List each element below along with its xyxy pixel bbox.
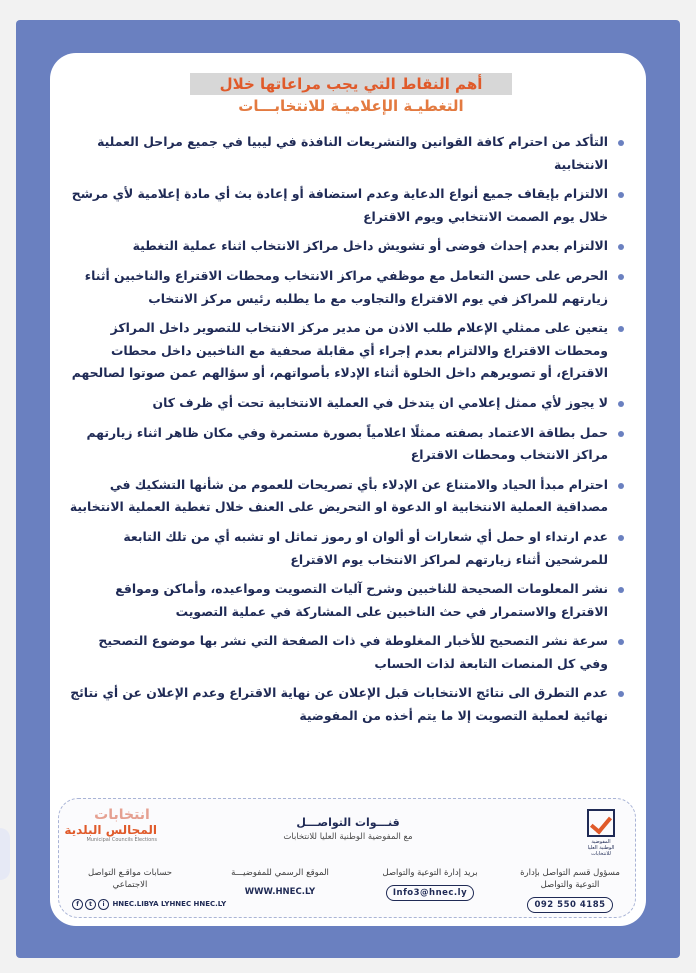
contact-social xyxy=(71,867,227,911)
contact-channels-footer xyxy=(58,798,636,918)
list-item xyxy=(68,235,628,258)
point-text: الالتزام بعدم إحداث فوضى أو تشويش داخل مراكز الانتخاب اثناء عملية التغطية xyxy=(132,238,608,254)
bullet-icon xyxy=(618,274,624,280)
bullet-icon xyxy=(618,535,624,541)
point-text: التأكد من احترام كافة القوانين والتشريعات النافذة في ليبيا في جميع مراحل العملية الانتخابية xyxy=(97,134,608,172)
footer-title: قنـــوات التواصـــل xyxy=(296,816,400,829)
elections-logo-line-3: Municipal Councils Elections xyxy=(86,837,157,843)
bullet-icon xyxy=(618,431,624,437)
title-line-2: التغطيـة الإعلاميـة للانتخابـــات xyxy=(238,97,464,115)
point-text: نشر المعلومات الصحيحة للناخبين وشرح آليات التصويت ومواعيده، وأماكن ومواقع الاقتراع والاستمرار في حث الناخبين على المشاركة في عملية التصويت xyxy=(115,581,608,619)
point-text: الالتزام بإيقاف جميع أنواع الدعاية وعدم استضافة أو إعادة بث أي مادة إعلامية لأي مرشح خلال يوم الصمت الانتخابي ويوم الاقتراع xyxy=(71,186,608,224)
title-line-1: أهم النقاط التي يجب مراعاتها خلال xyxy=(219,75,483,93)
twitter-icon: t xyxy=(85,899,96,910)
contact-email xyxy=(371,867,489,901)
contact-website xyxy=(221,867,339,899)
bullet-icon xyxy=(618,691,624,697)
bullet-icon xyxy=(618,326,624,332)
hnec-logo xyxy=(583,809,619,861)
bullet-icon xyxy=(618,140,624,146)
page-background xyxy=(16,20,680,958)
facebook-icon: f xyxy=(72,899,83,910)
bullet-icon xyxy=(618,639,624,645)
email-address[interactable]: Info3@hnec.ly xyxy=(386,885,474,901)
side-tab xyxy=(0,828,10,880)
point-text: حمل بطاقة الاعتماد بصفته ممثلًا اعلامياً بصورة مستمرة وفي مكان ظاهر اثناء زيارتهم مراكز الانتخاب ومحطات الاقتراع xyxy=(86,424,608,463)
instagram-icon: i xyxy=(98,899,109,910)
bullet-icon xyxy=(618,587,624,593)
point-text: سرعة نشر التصحيح للأخبار المغلوطة في ذات الصفحة التي نشر بها موضوع التصحيح وفي كل المنصات التابعة لذات الحساب xyxy=(98,633,608,671)
footer-subtitle: مع المفوضية الوطنية العليا للانتخابات xyxy=(283,832,413,842)
elections-logo-line-2: المجالس البلدية xyxy=(64,823,157,837)
phone-number[interactable]: 092 550 4185 xyxy=(527,897,612,913)
checkmark-icon xyxy=(587,809,615,837)
point-text: يتعين على ممثلي الإعلام طلب الاذن من مدير مركز الانتخاب للتصوير داخل المراكز ومحطات الاقتراع والالتزام بعدم إجراء أي مقابلة صحفية مع الناخبين داخل محطات الاقتراع، أو تصويرهم داخل الخلوة أثناء الإدلاء بأصواتهم، أو سؤالهم عمن صوتوا لصالحهم xyxy=(71,320,608,381)
hnec-logo-text: المفوضية الوطنية العليا للانتخابات xyxy=(587,839,615,857)
list-item xyxy=(68,183,628,228)
point-text: الحرص على حسن التعامل مع موظفي مراكز الانتخاب ومحطات الاقتراع والناخبين أثناء زيارتهم للمراكز في يوم الاقتراع والتجاوب مع ما يطلبه رئيس مركز الانتخاب xyxy=(84,267,608,306)
contact-social-label: حسابات مواقـع التواصل الاجتماعي xyxy=(87,868,173,890)
point-text: عدم ارتداء او حمل أي شعارات أو ألوان او رموز تماثل او تشبه أي من تلك التابعة للمرشحين أثناء زيارتهم لمراكز الانتخاب يوم الاقتراع xyxy=(123,528,608,567)
footer-heading xyxy=(248,815,448,843)
list-item xyxy=(68,682,628,727)
list-item xyxy=(68,265,628,310)
points-list xyxy=(68,131,628,735)
point-text: احترام مبدأ الحياد والامتناع عن الإدلاء بأي تصريحات للعموم من شأنها التشكيك في مصداقية العملية الانتخابية او الدعوة او التحريض على العنف خلال تغطية العملية الانتخابية xyxy=(69,476,608,515)
contact-phone xyxy=(511,867,629,913)
bullet-icon xyxy=(618,401,624,407)
list-item xyxy=(68,131,628,176)
elections-logo-line-1: انتخابات xyxy=(94,807,150,823)
contact-phone-label: مسؤول قسم التواصل بإدارة التوعية والتواصل xyxy=(520,868,620,890)
list-item xyxy=(68,474,628,519)
content-card xyxy=(50,53,646,926)
municipal-elections-logo xyxy=(64,807,157,857)
list-item xyxy=(68,317,628,385)
bullet-icon xyxy=(618,192,624,198)
bullet-icon xyxy=(618,244,624,250)
bullet-icon xyxy=(618,483,624,489)
list-item xyxy=(68,392,628,415)
social-handles[interactable]: HNEC.LIBYA LYHNEC HNEC.LY xyxy=(112,900,227,908)
list-item xyxy=(68,422,628,467)
contact-website-label: الموقع الرسمي للمفوضيـــة xyxy=(231,868,329,878)
list-item xyxy=(68,526,628,571)
page-title xyxy=(190,73,512,117)
point-text: عدم التطرق الى نتائج الانتخابات قبل الإعلان عن نهاية الاقتراع وعدم الإعلان عن أي نتائج نهائية لعملية التصويت إلا ما يتم أخذه من المفوضية xyxy=(70,685,608,724)
point-text: لا يجوز لأي ممثل إعلامي ان يتدخل في العملية الانتخابية تحت أي ظرف كان xyxy=(152,394,608,410)
list-item xyxy=(68,578,628,623)
website-link[interactable]: WWW.HNEC.LY xyxy=(244,887,316,897)
list-item xyxy=(68,630,628,675)
contact-email-label: بريد إدارة التوعية والتواصل xyxy=(382,868,478,878)
